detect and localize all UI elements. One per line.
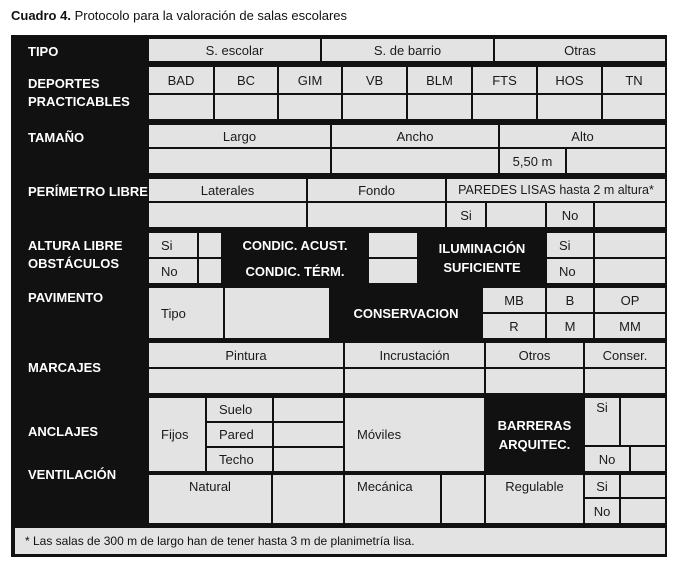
marcajes-pintura-field[interactable] bbox=[148, 368, 344, 394]
row-label-perimetro: PERÍMETRO LIBRE bbox=[14, 178, 148, 228]
tamano-largo-header: Largo bbox=[148, 124, 331, 148]
sport-hos: HOS bbox=[537, 66, 602, 94]
anclajes-techo-field[interactable] bbox=[273, 447, 344, 472]
caption-number: Cuadro 4. bbox=[11, 8, 71, 23]
marcajes-incrustacion-header: Incrustación bbox=[344, 342, 485, 368]
marcajes-otros-field[interactable] bbox=[485, 368, 584, 394]
sport-vb: VB bbox=[342, 66, 407, 94]
row-label-tipo: TIPO bbox=[14, 38, 148, 62]
ventilacion-natural-label: Natural bbox=[148, 474, 272, 524]
perimetro-fondo-field[interactable] bbox=[307, 202, 446, 228]
row-label-tamano: TAMAÑO bbox=[14, 124, 148, 174]
conservacion-label: CONSERVACION bbox=[330, 287, 482, 339]
altura-no-label: No bbox=[148, 258, 198, 284]
tipo-option-otras[interactable]: Otras bbox=[494, 38, 666, 62]
marcajes-otros-header: Otros bbox=[485, 342, 584, 368]
paredes-no-label: No bbox=[546, 202, 594, 228]
tamano-largo-field[interactable] bbox=[148, 148, 331, 174]
anclajes-moviles-label[interactable]: Móviles bbox=[344, 397, 485, 472]
condic-acust-field[interactable] bbox=[368, 232, 418, 258]
sport-fts: FTS bbox=[472, 66, 537, 94]
rating-mm[interactable]: MM bbox=[594, 313, 666, 339]
sport-blm-field[interactable] bbox=[407, 94, 472, 120]
anclajes-pared-field[interactable] bbox=[273, 422, 344, 447]
row-label-marcajes: MARCAJES bbox=[14, 342, 148, 394]
anclajes-suelo-label: Suelo bbox=[206, 397, 273, 422]
sport-gim: GIM bbox=[278, 66, 342, 94]
sport-bad: BAD bbox=[148, 66, 214, 94]
sport-bc-field[interactable] bbox=[214, 94, 278, 120]
paredes-lisas-header: PAREDES LISAS hasta 2 m altura* bbox=[446, 178, 666, 202]
rating-m[interactable]: M bbox=[546, 313, 594, 339]
table-caption bbox=[11, 8, 347, 23]
altura-si-field[interactable] bbox=[198, 232, 222, 258]
ventilacion-natural-field[interactable] bbox=[272, 474, 344, 524]
iluminacion-no-field[interactable] bbox=[594, 258, 666, 284]
tamano-ancho-field[interactable] bbox=[331, 148, 499, 174]
anclajes-fijos-label: Fijos bbox=[148, 397, 206, 472]
ventilacion-no-field[interactable] bbox=[620, 498, 666, 524]
sport-bad-field[interactable] bbox=[148, 94, 214, 120]
sport-hos-field[interactable] bbox=[537, 94, 602, 120]
iluminacion-label: ILUMINACIÓN SUFICIENTE bbox=[418, 232, 546, 284]
anclajes-suelo-field[interactable] bbox=[273, 397, 344, 422]
caption-text: Protocolo para la valoración de salas escolares bbox=[70, 8, 348, 23]
marcajes-pintura-header: Pintura bbox=[148, 342, 344, 368]
condic-acust-label: CONDIC. ACUST. bbox=[222, 232, 368, 258]
row-label-anclajes: ANCLAJES bbox=[14, 397, 148, 472]
condic-term-field[interactable] bbox=[368, 258, 418, 284]
row-label-pavimento: PAVIMENTO bbox=[14, 287, 148, 339]
sport-gim-field[interactable] bbox=[278, 94, 342, 120]
rating-r[interactable]: R bbox=[482, 313, 546, 339]
anclajes-techo-label: Techo bbox=[206, 447, 273, 472]
ventilacion-mecanica-label: Mecánica bbox=[344, 474, 441, 524]
sport-tn-field[interactable] bbox=[602, 94, 666, 120]
pavimento-tipo-field[interactable] bbox=[224, 287, 330, 339]
perimetro-fondo-header: Fondo bbox=[307, 178, 446, 202]
ventilacion-si-label: Si bbox=[584, 474, 620, 498]
tamano-ancho-header: Ancho bbox=[331, 124, 499, 148]
barreras-no-field[interactable] bbox=[630, 446, 666, 472]
condic-term-label: CONDIC. TÉRM. bbox=[222, 258, 368, 284]
tamano-alto-header: Alto bbox=[499, 124, 666, 148]
sport-vb-field[interactable] bbox=[342, 94, 407, 120]
row-label-deportes: DEPORTES PRACTICABLES bbox=[14, 66, 148, 120]
sport-tn: TN bbox=[602, 66, 666, 94]
paredes-no-field[interactable] bbox=[594, 202, 666, 228]
perimetro-laterales-header: Laterales bbox=[148, 178, 307, 202]
sport-fts-field[interactable] bbox=[472, 94, 537, 120]
pavimento-tipo-label: Tipo bbox=[148, 287, 224, 339]
rating-b[interactable]: B bbox=[546, 287, 594, 313]
rating-mb[interactable]: MB bbox=[482, 287, 546, 313]
ventilacion-regulable-label: Regulable bbox=[485, 474, 584, 524]
sport-blm: BLM bbox=[407, 66, 472, 94]
iluminacion-si-field[interactable] bbox=[594, 232, 666, 258]
iluminacion-no-label: No bbox=[546, 258, 594, 284]
altura-si-label: Si bbox=[148, 232, 198, 258]
perimetro-laterales-field[interactable] bbox=[148, 202, 307, 228]
footnote: * Las salas de 300 m de largo han de tener hasta 3 m de planimetría lisa. bbox=[14, 527, 666, 555]
rating-op[interactable]: OP bbox=[594, 287, 666, 313]
marcajes-incrustacion-field[interactable] bbox=[344, 368, 485, 394]
tamano-alto-value: 5,50 m bbox=[499, 148, 566, 174]
tipo-option-barrio[interactable]: S. de barrio bbox=[321, 38, 494, 62]
barreras-no-label: No bbox=[584, 446, 630, 472]
barreras-label: BARRERAS ARQUITEC. bbox=[485, 397, 584, 472]
ventilacion-no-label: No bbox=[584, 498, 620, 524]
sport-bc: BC bbox=[214, 66, 278, 94]
row-label-ventilacion: VENTILACIÓN bbox=[14, 466, 148, 490]
anclajes-pared-label: Pared bbox=[206, 422, 273, 447]
tamano-alto-field[interactable] bbox=[566, 148, 666, 174]
paredes-si-label: Si bbox=[446, 202, 486, 228]
barreras-si-field[interactable] bbox=[620, 397, 666, 446]
paredes-si-field[interactable] bbox=[486, 202, 546, 228]
marcajes-conser-header: Conser. bbox=[584, 342, 666, 368]
barreras-si-label: Si bbox=[584, 397, 620, 446]
row-label-altura: ALTURA LIBRE OBSTÁCULOS bbox=[14, 232, 148, 284]
tipo-option-escolar[interactable]: S. escolar bbox=[148, 38, 321, 62]
iluminacion-si-label: Si bbox=[546, 232, 594, 258]
marcajes-conser-field[interactable] bbox=[584, 368, 666, 394]
altura-no-field[interactable] bbox=[198, 258, 222, 284]
ventilacion-mecanica-field[interactable] bbox=[441, 474, 485, 524]
ventilacion-si-field[interactable] bbox=[620, 474, 666, 498]
